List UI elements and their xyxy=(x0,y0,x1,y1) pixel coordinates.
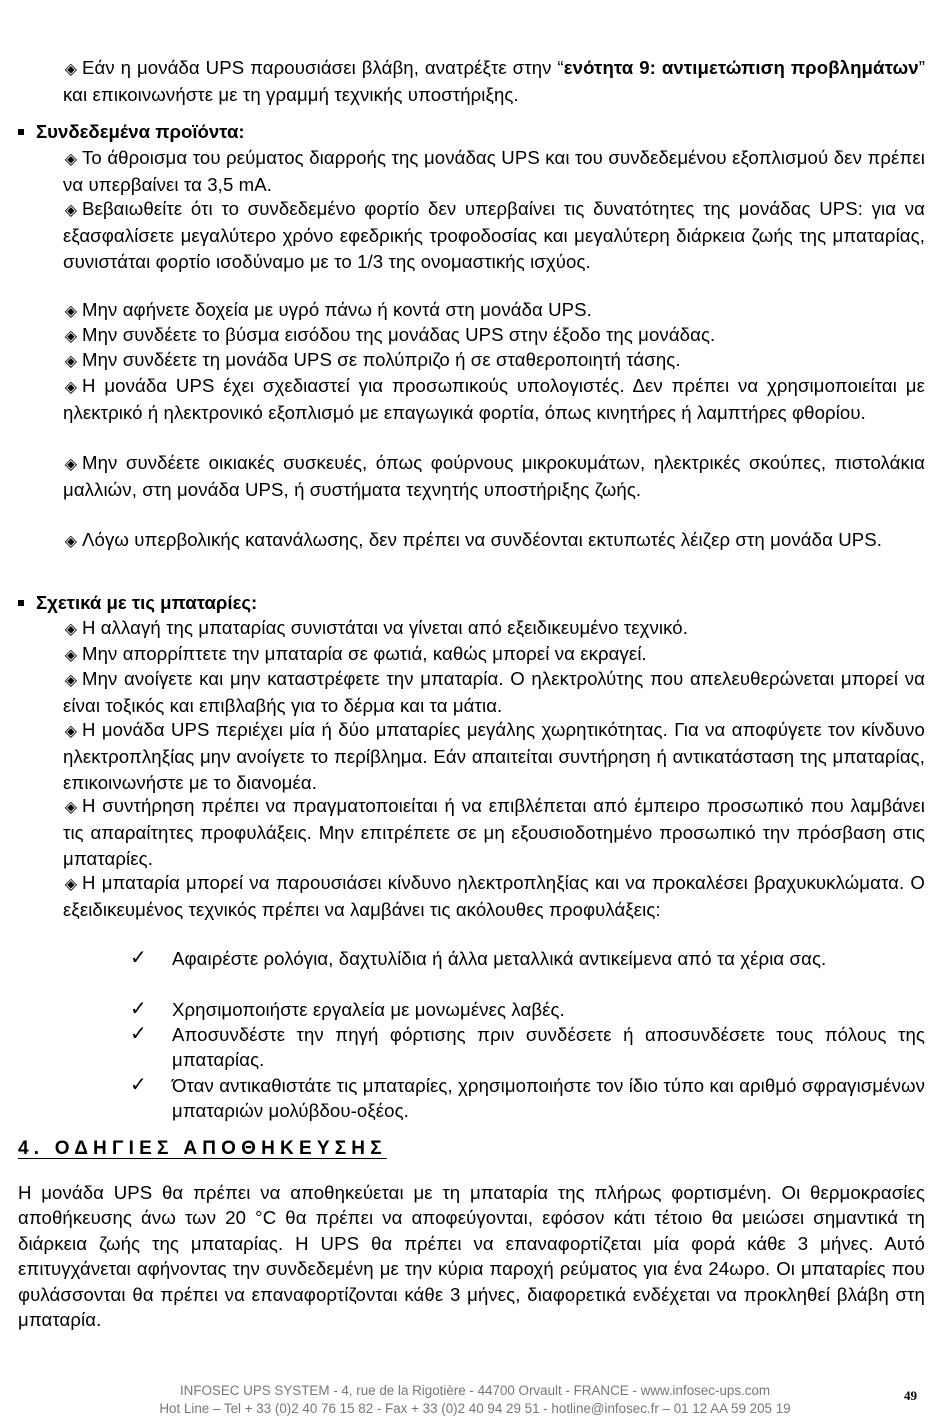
precaution-text: Χρησιμοποιήστε εργαλεία με μονωμένες λαβές. xyxy=(172,999,565,1020)
batteries-heading-text: Σχετικά με τις μπαταρίες: xyxy=(36,592,258,613)
diamond-arrow-icon: ◈ xyxy=(64,647,78,664)
diamond-arrow-icon: ◈ xyxy=(64,456,78,473)
connected-item xyxy=(63,196,925,274)
connected-item-text: Μην συνδέετε το βύσμα εισόδου της μονάδας UPS στην έξοδο της μονάδας. xyxy=(82,324,716,345)
diamond-arrow-icon: ◈ xyxy=(64,533,78,550)
page-number: 49 xyxy=(904,1388,917,1403)
precaution-item xyxy=(130,946,925,997)
diamond-arrow-icon: ◈ xyxy=(64,303,78,320)
storage-paragraph: Η μονάδα UPS θα πρέπει να αποθηκεύεται με τη μπαταρία της πλήρως φορτισμένη. Οι θερμοκρασίες αποθήκευσης άνω των 20 °C θα πρέπει να αποφεύγονται, εφόσον κάτι τέτοιο θα μειώσει σημαντικά τη διάρκεια ζωής της μπαταρίας. Η UPS θα πρέπει να επαναφορτίζεται μία φορά κάθε 3 μήνες. Αυτό επιτυγχάνεται αφήνοντας την συνδεδεμένη με την κύρια παροχή ρεύματος για ένα 24ωρο. Οι μπαταρίες που φυλάσσονται θα πρέπει να επαναφορτίζονται κάθε 3 μήνες, διαφορετικά ενδέχεται να προκληθεί βλάβη στη μπαταρία. xyxy=(18,1182,925,1331)
connected-item-text: Λόγω υπερβολικής κατανάλωσης, δεν πρέπει να συνδέονται εκτυπωτές λέιζερ στη μονάδα UPS. xyxy=(82,529,883,550)
connected-item-text: Η μονάδα UPS έχει σχεδιαστεί για προσωπικούς υπολογιστές. Δεν πρέπει να χρησιμοποιείται με ηλεκτρικό ή ηλεκτρονικό εξοπλισμό με επαγωγικά φορτία, όπως κινητήρες ή λαμπτήρες φθορίου. xyxy=(63,375,925,424)
connected-item-text: Μην αφήνετε δοχεία με υγρό πάνω ή κοντά στη μονάδα UPS. xyxy=(82,299,592,320)
battery-item xyxy=(63,717,925,795)
precaution-item xyxy=(130,1073,925,1124)
battery-item xyxy=(63,615,925,642)
battery-item-text: Η μπαταρία μπορεί να παρουσιάσει κίνδυνο ηλεκτροπληξίας και να προκαλέσει βραχυκυκλώματα. Ο εξειδικευμένος τεχνικός πρέπει να λαμβάνει τις ακόλουθες προφυλάξεις: xyxy=(63,872,925,921)
connected-item-text: Το άθροισμα του ρεύματος διαρροής της μονάδας UPS και του συνδεδεμένου εξοπλισμού δεν πρέπει να υπερβαίνει τα 3,5 mA. xyxy=(63,147,925,196)
battery-item-text: Μην ανοίγετε και μην καταστρέφετε την μπαταρία. Ο ηλεκτρολύτης που απελευθερώνεται μπορεί να είναι τοξικός και επιβλαβής για το δέρμα και τα μάτια. xyxy=(63,668,925,717)
connected-item-text: Μην συνδέετε οικιακές συσκευές, όπως φούρνους μικροκυμάτων, ηλεκτρικές σκούπες, πιστολάκια μαλλιών, στη μονάδα UPS, ή συστήματα τεχνητής υποστήριξης ζωής. xyxy=(63,452,925,501)
connected-item xyxy=(63,373,925,426)
connected-item xyxy=(63,322,925,349)
square-bullet-icon xyxy=(18,600,24,606)
intro-text-post: ” και επικοινωνήστε με τη γραμμή τεχνικής υποστήριξης. xyxy=(63,57,925,106)
battery-item xyxy=(63,793,925,871)
diamond-arrow-icon: ◈ xyxy=(64,672,78,689)
intro-item xyxy=(63,55,925,108)
connected-heading xyxy=(18,119,245,144)
connected-item xyxy=(63,145,925,198)
connected-item-text: Μην συνδέετε τη μονάδα UPS σε πολύπριζο ή σε σταθεροποιητή τάσης. xyxy=(82,349,681,370)
battery-item xyxy=(63,870,925,923)
diamond-arrow-icon: ◈ xyxy=(64,61,78,78)
battery-item-text: Μην απορρίπτετε την μπαταρία σε φωτιά, καθώς μπορεί να εκραγεί. xyxy=(82,643,647,664)
diamond-arrow-icon: ◈ xyxy=(64,723,78,740)
connected-heading-text: Συνδεδεμένα προϊόντα: xyxy=(36,121,245,142)
connected-item-text: Βεβαιωθείτε ότι το συνδεδεμένο φορτίο δεν υπερβαίνει τις δυνατότητες της μονάδας UPS: για να εξασφαλίσετε μεγαλύτερο χρόνο εφεδρικής τροφοδοσίας και μεγαλύτερη διάρκεια ζωής της μπαταρίας, συνιστάται φορτίο ισοδύναμο με το 1/3 της ονομαστικής ισχύος. xyxy=(63,198,925,272)
diamond-arrow-icon: ◈ xyxy=(64,328,78,345)
intro-text-bold: ενότητα 9: αντιμετώπιση προβλημάτων xyxy=(563,57,919,78)
battery-item xyxy=(63,641,925,668)
footer-address: INFOSEC UPS SYSTEM - 4, rue de la Rigotière - 44700 Orvault - FRANCE - www.infosec-ups.com xyxy=(179,1383,771,1398)
precaution-item xyxy=(130,1022,925,1073)
diamond-arrow-icon: ◈ xyxy=(64,151,78,168)
checkmark-icon: ✓ xyxy=(130,998,147,1020)
precaution-item xyxy=(130,997,925,1023)
checkmark-icon: ✓ xyxy=(130,1074,147,1096)
diamond-arrow-icon: ◈ xyxy=(64,799,78,816)
diamond-arrow-icon: ◈ xyxy=(64,621,78,638)
square-bullet-icon xyxy=(18,129,24,135)
intro-text-pre: Εάν η μονάδα UPS παρουσιάσει βλάβη, ανατρέξτε στην “ xyxy=(82,57,564,78)
precaution-text: Αποσυνδέστε την πηγή φόρτισης πριν συνδέσετε ή αποσυνδέσετε τους πόλους της μπαταρίας. xyxy=(172,1024,925,1071)
diamond-arrow-icon: ◈ xyxy=(64,353,78,370)
section-title: 4. ΟΔΗΓΙΕΣ ΑΠΟΘΗΚΕΥΣΗΣ xyxy=(18,1138,387,1159)
diamond-arrow-icon: ◈ xyxy=(64,202,78,219)
connected-item xyxy=(63,450,925,503)
checkmark-icon: ✓ xyxy=(130,947,147,969)
batteries-heading xyxy=(18,590,257,615)
checkmark-icon: ✓ xyxy=(130,1023,147,1045)
footer-hotline: Hot Line – Tel + 33 (0)2 40 76 15 82 - Fax + 33 (0)2 40 94 29 51 - hotline@infosec.fr – 01 12 AA 59 205 19 xyxy=(159,1401,791,1416)
diamond-arrow-icon: ◈ xyxy=(64,876,78,893)
connected-item xyxy=(63,297,925,324)
battery-item-text: Η αλλαγή της μπαταρίας συνιστάται να γίνεται από εξειδικευμένο τεχνικό. xyxy=(82,617,688,638)
battery-item xyxy=(63,666,925,719)
precaution-text: Όταν αντικαθιστάτε τις μπαταρίες, χρησιμοποιήστε τον ίδιο τύπο και αριθμό σφραγισμένων μπαταριών μολύβδου-οξέος. xyxy=(172,1075,925,1122)
precaution-text: Αφαιρέστε ρολόγια, δαχτυλίδια ή άλλα μεταλλικά αντικείμενα από τα χέρια σας. xyxy=(172,948,827,969)
battery-item-text: Η συντήρηση πρέπει να πραγματοποιείται ή να επιβλέπεται από έμπειρο προσωπικό που λαμβάνει τις απαραίτητες προφυλάξεις. Μην επιτρέπετε σε μη εξουσιοδοτημένο προσωπικό την πρόσβαση στις μπαταρίες. xyxy=(63,795,925,869)
connected-item xyxy=(63,527,925,554)
diamond-arrow-icon: ◈ xyxy=(64,379,78,396)
page-footer xyxy=(0,1382,950,1418)
connected-item xyxy=(63,347,925,374)
battery-item-text: Η μονάδα UPS περιέχει μία ή δύο μπαταρίες μεγάλης χωρητικότητας. Για να αποφύγετε τον κίνδυνο ηλεκτροπληξίας μην ανοίγετε το περίβλημα. Εάν απαιτείται συντήρηση ή αντικατάσταση της μπαταρίας, επικοινωνήστε με το διανομέα. xyxy=(63,719,925,793)
